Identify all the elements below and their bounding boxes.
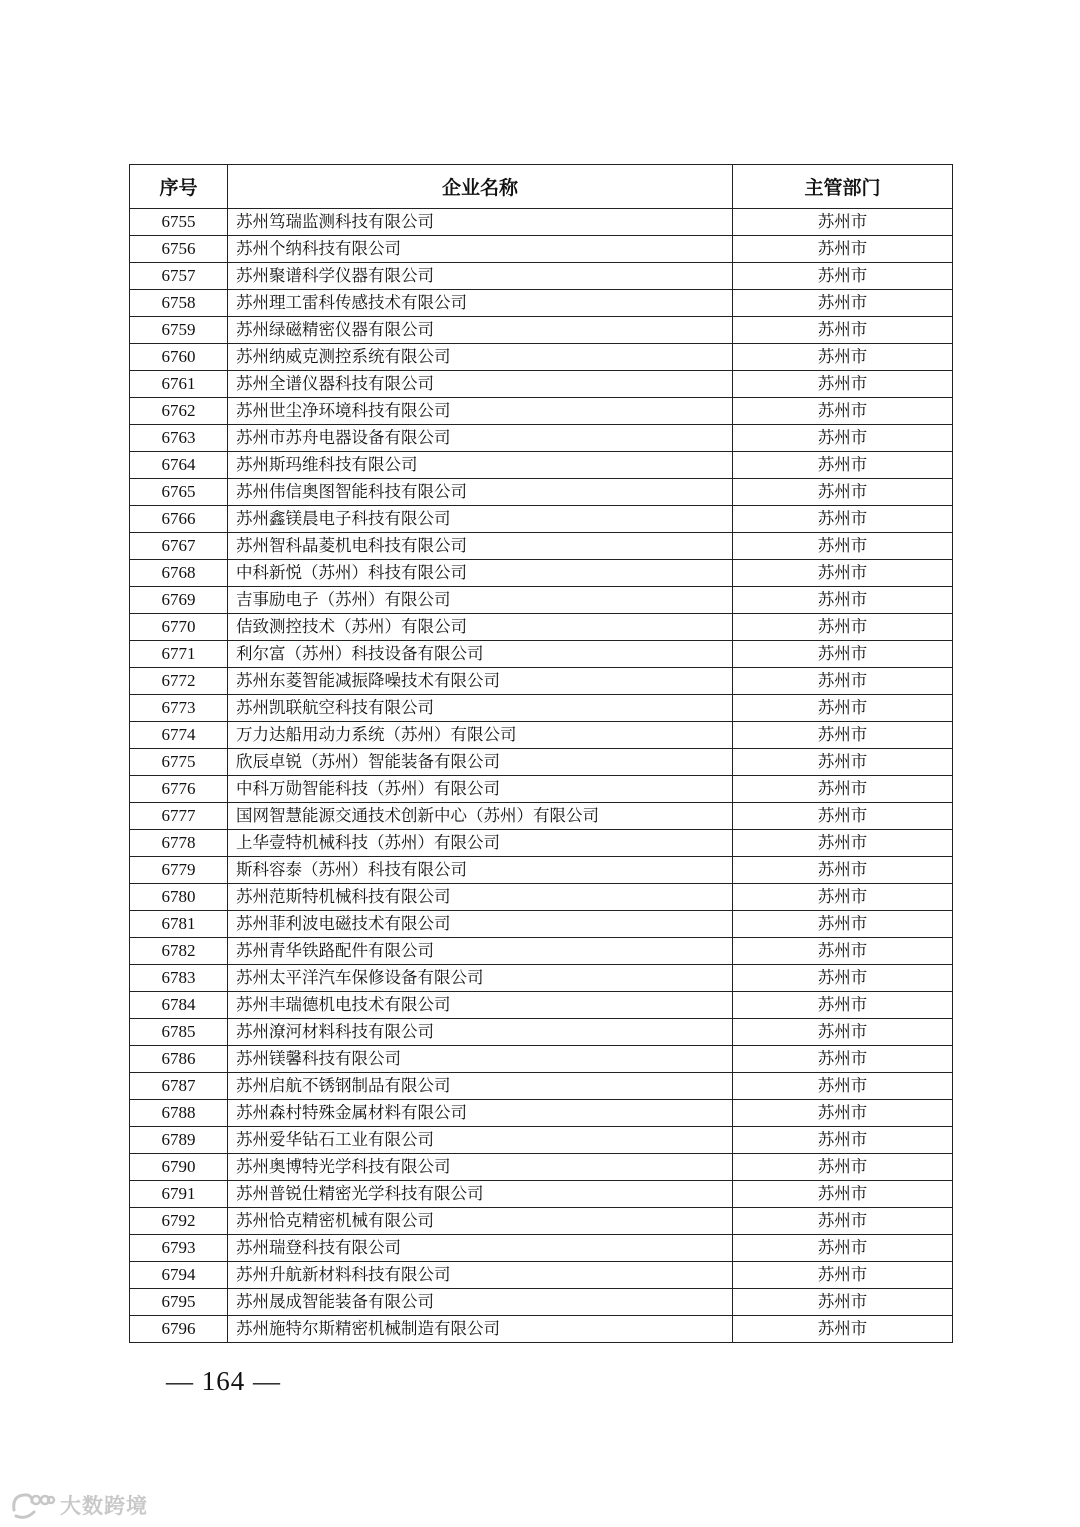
- enterprise-name-cell: 苏州升航新材料科技有限公司: [228, 1262, 733, 1289]
- department-cell: 苏州市: [733, 290, 953, 317]
- serial-number-cell: 6792: [130, 1208, 228, 1235]
- serial-number-cell: 6773: [130, 695, 228, 722]
- department-cell: 苏州市: [733, 1208, 953, 1235]
- enterprise-name-cell: 苏州瑞登科技有限公司: [228, 1235, 733, 1262]
- department-cell: 苏州市: [733, 425, 953, 452]
- department-cell: 苏州市: [733, 263, 953, 290]
- serial-number-cell: 6762: [130, 398, 228, 425]
- enterprise-name-cell: 斯科容泰（苏州）科技有限公司: [228, 857, 733, 884]
- table-row: [130, 587, 953, 614]
- department-cell: 苏州市: [733, 1289, 953, 1316]
- serial-number-cell: 6778: [130, 830, 228, 857]
- enterprise-name-cell: 苏州启航不锈钢制品有限公司: [228, 1073, 733, 1100]
- serial-number-cell: 6755: [130, 209, 228, 236]
- table-row: [130, 452, 953, 479]
- table-row: [130, 749, 953, 776]
- enterprise-name-cell: 苏州全谱仪器科技有限公司: [228, 371, 733, 398]
- enterprise-name-cell: 佶致测控技术（苏州）有限公司: [228, 614, 733, 641]
- department-cell: 苏州市: [733, 506, 953, 533]
- enterprise-name-cell: 苏州镁馨科技有限公司: [228, 1046, 733, 1073]
- table-row: [130, 722, 953, 749]
- department-cell: 苏州市: [733, 1262, 953, 1289]
- enterprise-name-cell: 苏州森村特殊金属材料有限公司: [228, 1100, 733, 1127]
- header-serial-number: 序号: [130, 165, 228, 209]
- table-row: [130, 938, 953, 965]
- enterprise-name-cell: 苏州个纳科技有限公司: [228, 236, 733, 263]
- serial-number-cell: 6794: [130, 1262, 228, 1289]
- serial-number-cell: 6782: [130, 938, 228, 965]
- serial-number-cell: 6779: [130, 857, 228, 884]
- serial-number-cell: 6765: [130, 479, 228, 506]
- enterprise-name-cell: 苏州纳威克测控系统有限公司: [228, 344, 733, 371]
- serial-number-cell: 6781: [130, 911, 228, 938]
- enterprise-name-cell: 苏州范斯特机械科技有限公司: [228, 884, 733, 911]
- department-cell: 苏州市: [733, 695, 953, 722]
- enterprise-name-cell: 苏州笃瑞监测科技有限公司: [228, 209, 733, 236]
- table-row: [130, 776, 953, 803]
- table-row: [130, 614, 953, 641]
- table-row: [130, 830, 953, 857]
- enterprise-name-cell: 吉事励电子（苏州）有限公司: [228, 587, 733, 614]
- department-cell: 苏州市: [733, 236, 953, 263]
- department-cell: 苏州市: [733, 776, 953, 803]
- header-department: 主管部门: [733, 165, 953, 209]
- table-row: [130, 668, 953, 695]
- table-row: [130, 1073, 953, 1100]
- enterprise-table-container: [129, 164, 952, 1343]
- department-cell: 苏州市: [733, 641, 953, 668]
- table-row: [130, 1316, 953, 1343]
- serial-number-cell: 6775: [130, 749, 228, 776]
- table-row: [130, 1289, 953, 1316]
- serial-number-cell: 6769: [130, 587, 228, 614]
- table-row: [130, 1262, 953, 1289]
- watermark-logo-icon: [10, 1490, 56, 1520]
- enterprise-name-cell: 苏州智科晶菱机电科技有限公司: [228, 533, 733, 560]
- table-row: [130, 1181, 953, 1208]
- table-row: [130, 641, 953, 668]
- serial-number-cell: 6763: [130, 425, 228, 452]
- enterprise-name-cell: 苏州施特尔斯精密机械制造有限公司: [228, 1316, 733, 1343]
- serial-number-cell: 6788: [130, 1100, 228, 1127]
- serial-number-cell: 6796: [130, 1316, 228, 1343]
- table-row: [130, 371, 953, 398]
- table-row: [130, 317, 953, 344]
- enterprise-name-cell: 中科新悦（苏州）科技有限公司: [228, 560, 733, 587]
- table-row: [130, 236, 953, 263]
- serial-number-cell: 6790: [130, 1154, 228, 1181]
- watermark: [10, 1490, 148, 1520]
- enterprise-name-cell: 欣辰卓锐（苏州）智能装备有限公司: [228, 749, 733, 776]
- enterprise-name-cell: 苏州奥博特光学科技有限公司: [228, 1154, 733, 1181]
- table-header-row: [130, 165, 953, 209]
- enterprise-name-cell: 中科万勋智能科技（苏州）有限公司: [228, 776, 733, 803]
- table-row: [130, 857, 953, 884]
- table-row: [130, 506, 953, 533]
- department-cell: 苏州市: [733, 830, 953, 857]
- serial-number-cell: 6770: [130, 614, 228, 641]
- table-row: [130, 1046, 953, 1073]
- enterprise-name-cell: 苏州晟成智能装备有限公司: [228, 1289, 733, 1316]
- serial-number-cell: 6768: [130, 560, 228, 587]
- table-row: [130, 425, 953, 452]
- table-row: [130, 1127, 953, 1154]
- department-cell: 苏州市: [733, 884, 953, 911]
- serial-number-cell: 6766: [130, 506, 228, 533]
- department-cell: 苏州市: [733, 668, 953, 695]
- department-cell: 苏州市: [733, 209, 953, 236]
- table-row: [130, 479, 953, 506]
- enterprise-table: [129, 164, 953, 1343]
- table-row: [130, 884, 953, 911]
- enterprise-name-cell: 苏州青华铁路配件有限公司: [228, 938, 733, 965]
- enterprise-name-cell: 国网智慧能源交通技术创新中心（苏州）有限公司: [228, 803, 733, 830]
- department-cell: 苏州市: [733, 1100, 953, 1127]
- department-cell: 苏州市: [733, 614, 953, 641]
- table-row: [130, 209, 953, 236]
- serial-number-cell: 6771: [130, 641, 228, 668]
- department-cell: 苏州市: [733, 1127, 953, 1154]
- department-cell: 苏州市: [733, 560, 953, 587]
- enterprise-name-cell: 苏州东菱智能减振降噪技术有限公司: [228, 668, 733, 695]
- department-cell: 苏州市: [733, 749, 953, 776]
- enterprise-name-cell: 苏州绿磁精密仪器有限公司: [228, 317, 733, 344]
- department-cell: 苏州市: [733, 398, 953, 425]
- table-row: [130, 992, 953, 1019]
- enterprise-name-cell: 苏州理工雷科传感技术有限公司: [228, 290, 733, 317]
- department-cell: 苏州市: [733, 317, 953, 344]
- department-cell: 苏州市: [733, 1235, 953, 1262]
- serial-number-cell: 6795: [130, 1289, 228, 1316]
- table-row: [130, 1100, 953, 1127]
- department-cell: 苏州市: [733, 344, 953, 371]
- table-row: [130, 344, 953, 371]
- enterprise-name-cell: 苏州斯玛维科技有限公司: [228, 452, 733, 479]
- department-cell: 苏州市: [733, 1019, 953, 1046]
- table-row: [130, 911, 953, 938]
- enterprise-name-cell: 苏州恰克精密机械有限公司: [228, 1208, 733, 1235]
- department-cell: 苏州市: [733, 479, 953, 506]
- enterprise-name-cell: 苏州伟信奥图智能科技有限公司: [228, 479, 733, 506]
- department-cell: 苏州市: [733, 1181, 953, 1208]
- page-number: — 164 —: [166, 1366, 281, 1396]
- serial-number-cell: 6774: [130, 722, 228, 749]
- department-cell: 苏州市: [733, 452, 953, 479]
- serial-number-cell: 6784: [130, 992, 228, 1019]
- department-cell: 苏州市: [733, 992, 953, 1019]
- enterprise-name-cell: 苏州聚谱科学仪器有限公司: [228, 263, 733, 290]
- department-cell: 苏州市: [733, 1316, 953, 1343]
- department-cell: 苏州市: [733, 1154, 953, 1181]
- enterprise-name-cell: 苏州丰瑞德机电技术有限公司: [228, 992, 733, 1019]
- serial-number-cell: 6776: [130, 776, 228, 803]
- table-row: [130, 1208, 953, 1235]
- table-row: [130, 290, 953, 317]
- table-row: [130, 533, 953, 560]
- enterprise-name-cell: 苏州菲利波电磁技术有限公司: [228, 911, 733, 938]
- serial-number-cell: 6757: [130, 263, 228, 290]
- department-cell: 苏州市: [733, 911, 953, 938]
- table-row: [130, 803, 953, 830]
- enterprise-name-cell: 苏州鑫镁晨电子科技有限公司: [228, 506, 733, 533]
- serial-number-cell: 6764: [130, 452, 228, 479]
- serial-number-cell: 6761: [130, 371, 228, 398]
- table-body: [130, 209, 953, 1343]
- enterprise-name-cell: 苏州潦河材料科技有限公司: [228, 1019, 733, 1046]
- serial-number-cell: 6760: [130, 344, 228, 371]
- department-cell: 苏州市: [733, 965, 953, 992]
- table-row: [130, 695, 953, 722]
- serial-number-cell: 6785: [130, 1019, 228, 1046]
- table-row: [130, 1019, 953, 1046]
- enterprise-name-cell: 苏州爱华钻石工业有限公司: [228, 1127, 733, 1154]
- serial-number-cell: 6759: [130, 317, 228, 344]
- header-enterprise-name: 企业名称: [228, 165, 733, 209]
- table-row: [130, 965, 953, 992]
- department-cell: 苏州市: [733, 1073, 953, 1100]
- table-row: [130, 1235, 953, 1262]
- department-cell: 苏州市: [733, 722, 953, 749]
- department-cell: 苏州市: [733, 857, 953, 884]
- serial-number-cell: 6756: [130, 236, 228, 263]
- serial-number-cell: 6777: [130, 803, 228, 830]
- serial-number-cell: 6783: [130, 965, 228, 992]
- department-cell: 苏州市: [733, 1046, 953, 1073]
- table-row: [130, 398, 953, 425]
- serial-number-cell: 6772: [130, 668, 228, 695]
- table-row: [130, 1154, 953, 1181]
- serial-number-cell: 6780: [130, 884, 228, 911]
- serial-number-cell: 6767: [130, 533, 228, 560]
- serial-number-cell: 6787: [130, 1073, 228, 1100]
- serial-number-cell: 6758: [130, 290, 228, 317]
- department-cell: 苏州市: [733, 533, 953, 560]
- serial-number-cell: 6791: [130, 1181, 228, 1208]
- department-cell: 苏州市: [733, 938, 953, 965]
- enterprise-name-cell: 苏州凯联航空科技有限公司: [228, 695, 733, 722]
- department-cell: 苏州市: [733, 371, 953, 398]
- department-cell: 苏州市: [733, 803, 953, 830]
- enterprise-name-cell: 上华壹特机械科技（苏州）有限公司: [228, 830, 733, 857]
- enterprise-name-cell: 苏州太平洋汽车保修设备有限公司: [228, 965, 733, 992]
- watermark-text: 大数跨境: [60, 1494, 148, 1518]
- enterprise-name-cell: 利尔富（苏州）科技设备有限公司: [228, 641, 733, 668]
- enterprise-name-cell: 万力达船用动力系统（苏州）有限公司: [228, 722, 733, 749]
- enterprise-name-cell: 苏州市苏舟电器设备有限公司: [228, 425, 733, 452]
- serial-number-cell: 6789: [130, 1127, 228, 1154]
- serial-number-cell: 6793: [130, 1235, 228, 1262]
- table-row: [130, 263, 953, 290]
- enterprise-name-cell: 苏州世尘净环境科技有限公司: [228, 398, 733, 425]
- department-cell: 苏州市: [733, 587, 953, 614]
- enterprise-name-cell: 苏州普锐仕精密光学科技有限公司: [228, 1181, 733, 1208]
- table-row: [130, 560, 953, 587]
- serial-number-cell: 6786: [130, 1046, 228, 1073]
